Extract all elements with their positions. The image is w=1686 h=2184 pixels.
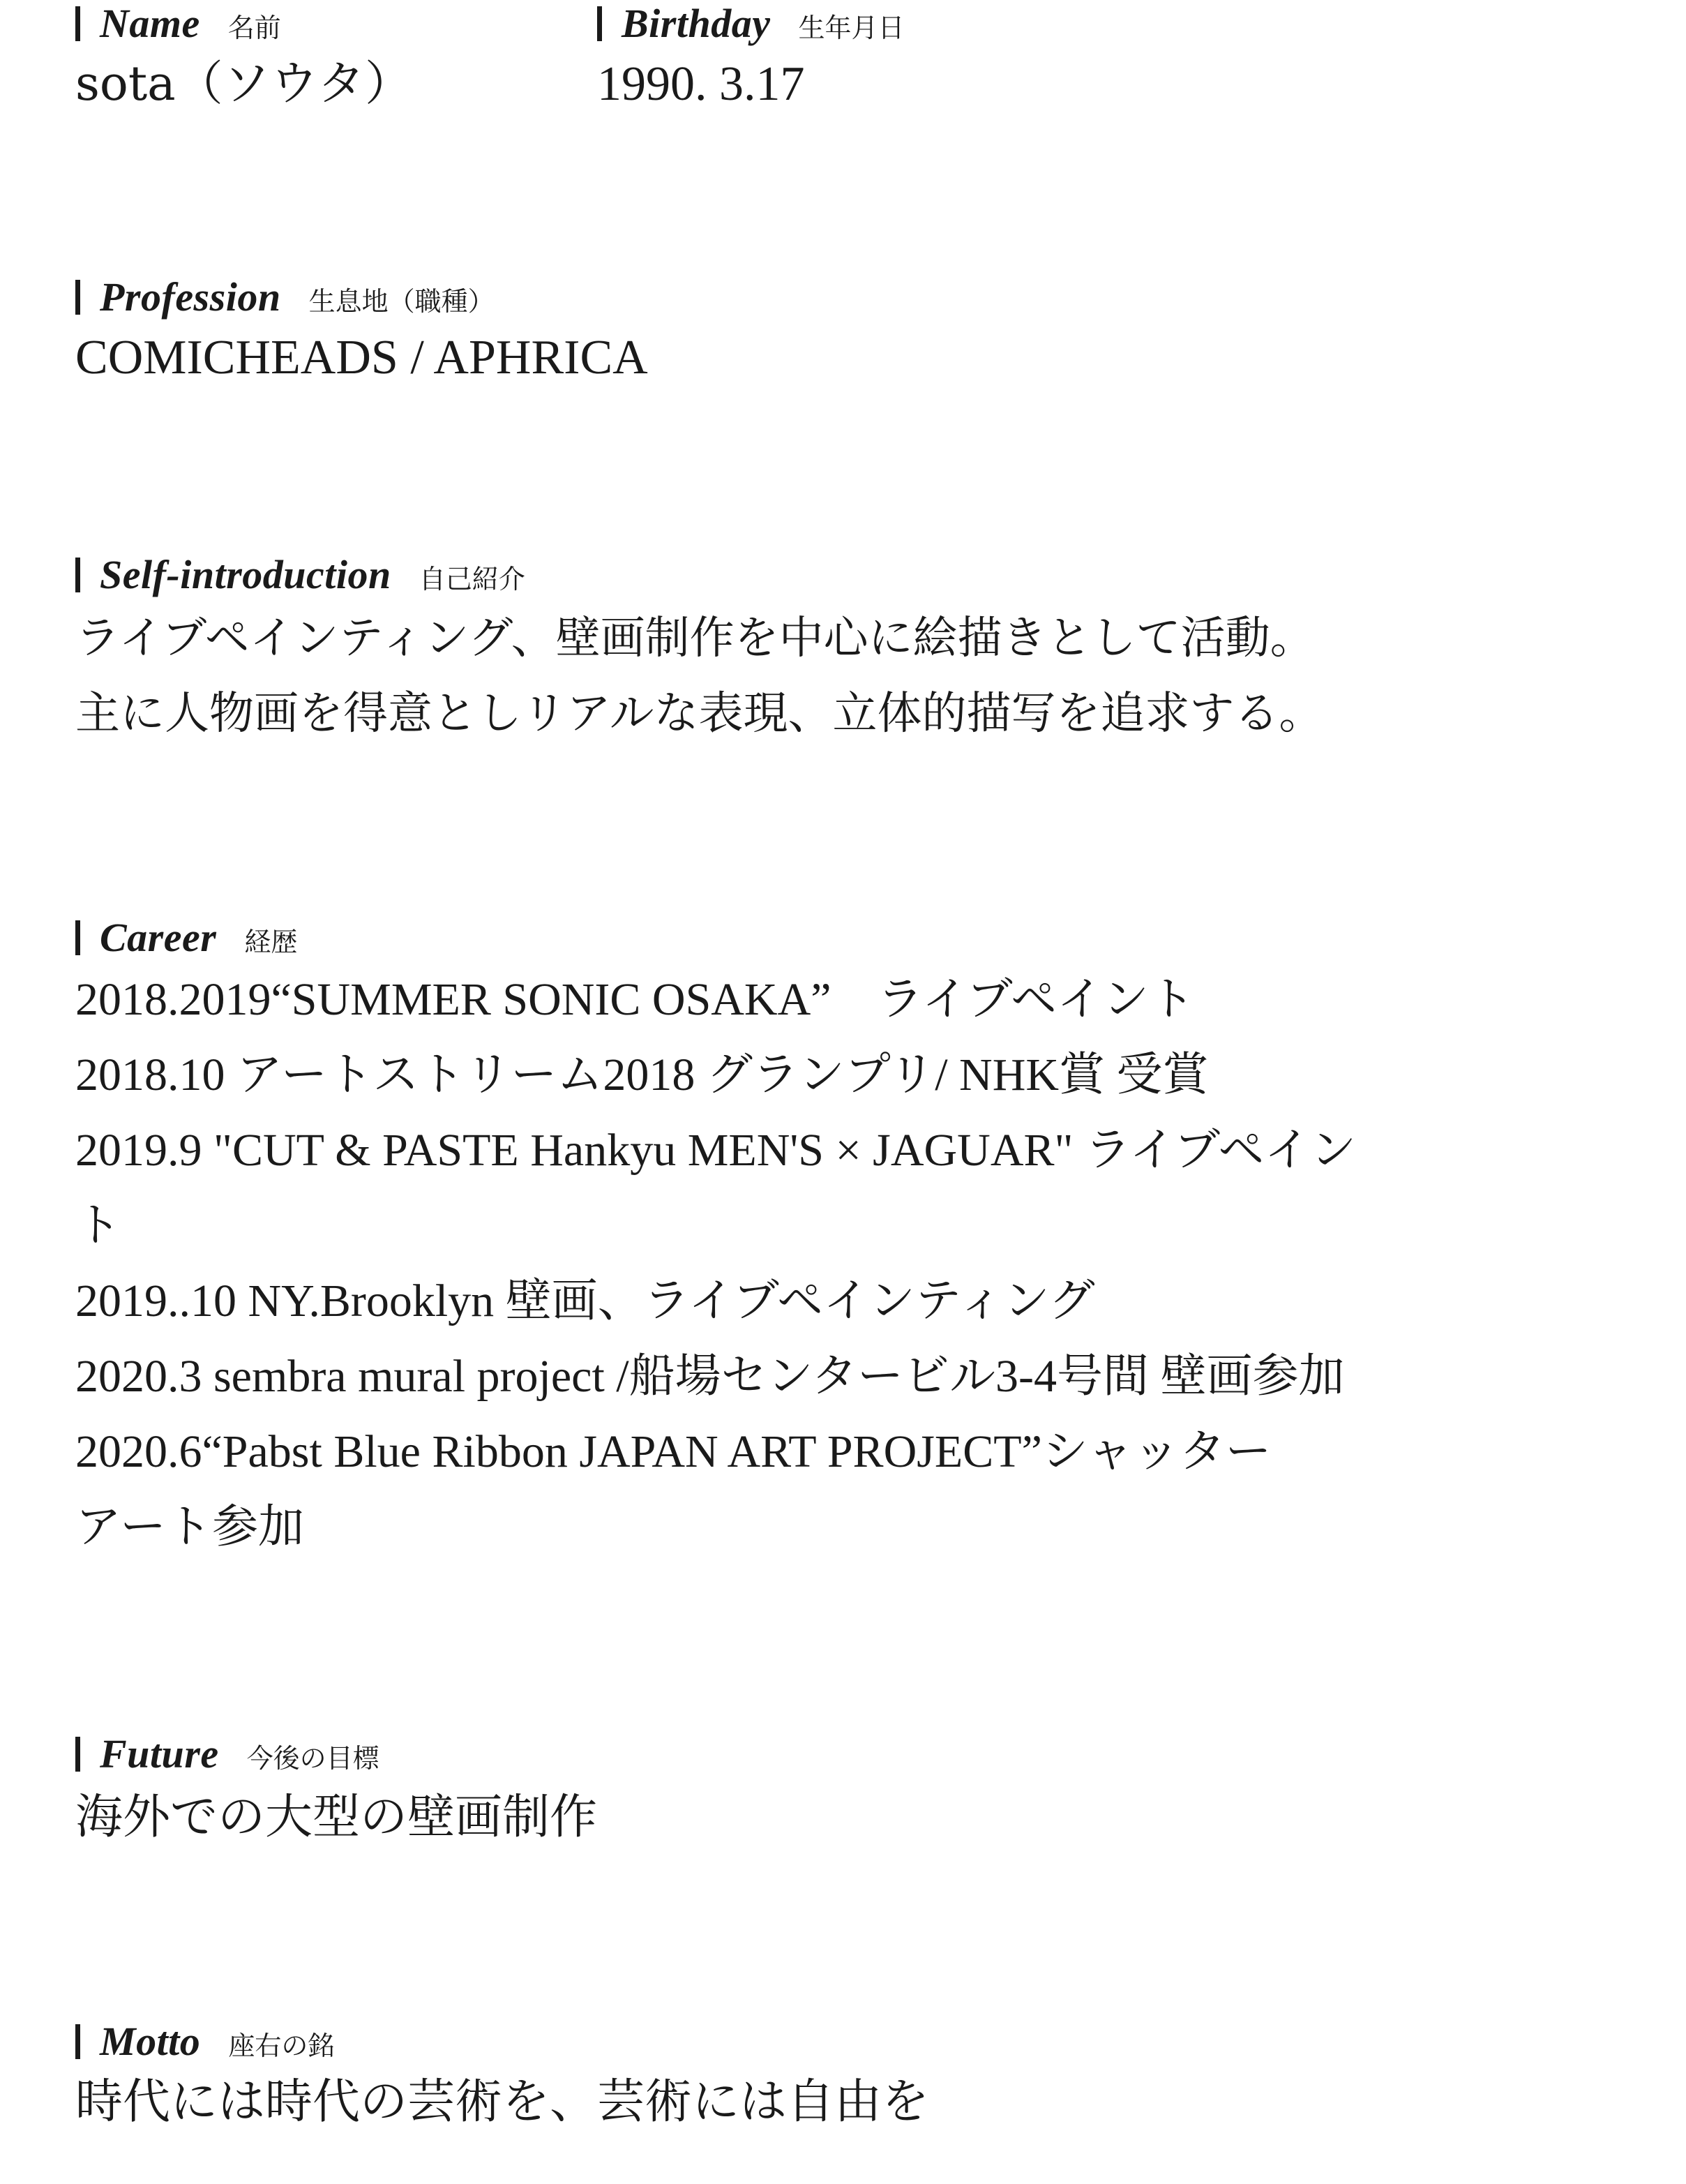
- motto-label-en: Motto: [100, 2019, 201, 2064]
- self-introduction-label-jp: 自己紹介: [419, 564, 525, 594]
- heading-bar: [75, 2024, 80, 2059]
- self-introduction-line: 主に人物画を得意としリアルな表現、立体的描写を追求する。: [75, 688, 1324, 740]
- birthday-heading: [597, 0, 905, 47]
- heading-bar: [75, 6, 80, 41]
- heading-bar: [75, 558, 80, 592]
- heading-bar: [75, 280, 80, 315]
- career-line: 2018.2019“SUMMER SONIC OSAKA” ライブペイント: [75, 974, 1195, 1025]
- profession-label-jp: 生息地（職種）: [308, 286, 495, 317]
- birthday-label-en: Birthday: [622, 1, 771, 46]
- career-label-en: Career: [100, 915, 217, 960]
- name-value: sota（ソウタ）: [75, 57, 413, 112]
- self-introduction-section: [75, 551, 1323, 751]
- profession-label-en: Profession: [100, 274, 281, 320]
- career-line: 2020.6“Pabst Blue Ribbon JAPAN ART PROJECT”シャッター: [75, 1426, 1272, 1477]
- career-line: ト: [75, 1200, 121, 1251]
- name-heading: [75, 0, 412, 47]
- name-label-en: Name: [100, 1, 200, 46]
- career-line: 2018.10 アートストリーム2018 グランプリ/ NHK賞 受賞: [75, 1049, 1209, 1100]
- birthday-section: [597, 0, 905, 122]
- future-label-en: Future: [100, 1731, 219, 1777]
- self-introduction-heading: [75, 551, 1323, 598]
- name-label-jp: 名前: [227, 13, 281, 43]
- career-line: アート参加: [75, 1502, 305, 1553]
- motto-section: [75, 2018, 929, 2140]
- heading-bar: [75, 1737, 80, 1772]
- profession-heading: [75, 274, 648, 320]
- career-label-jp: 経歴: [244, 927, 298, 957]
- profession-value: COMICHEADS / APHRICA: [75, 331, 648, 384]
- career-line: 2019..10 NY.Brooklyn 壁画、ライブペインティング: [75, 1276, 1095, 1326]
- heading-bar: [597, 6, 602, 41]
- motto-heading: [75, 2018, 929, 2065]
- career-line: 2019.9 "CUT & PASTE Hankyu MEN'S × JAGUAR" ライブペイン: [75, 1125, 1357, 1176]
- career-line: 2020.3 sembra mural project /船場センタービル3-4号間 壁画参加: [75, 1351, 1345, 1402]
- future-label-jp: 今後の目標: [246, 1743, 379, 1774]
- name-section: [75, 0, 412, 122]
- motto-label-jp: 座右の銘: [228, 2030, 335, 2061]
- career-section: [75, 914, 1356, 1565]
- birthday-value: 1990. 3.17: [597, 57, 805, 111]
- self-introduction-line: ライブペインティング、壁画制作を中心に絵描きとして活動。: [75, 613, 1315, 664]
- future-heading: [75, 1730, 597, 1777]
- birthday-label-jp: 生年月日: [798, 13, 905, 43]
- heading-bar: [75, 920, 80, 955]
- profession-section: [75, 274, 648, 396]
- future-section: [75, 1730, 597, 1855]
- self-introduction-label-en: Self-introduction: [100, 552, 391, 597]
- motto-value: 時代には時代の芸術を、芸術には自由を: [75, 2074, 930, 2130]
- future-value: 海外での大型の壁画制作: [75, 1790, 598, 1845]
- career-heading: [75, 914, 1356, 961]
